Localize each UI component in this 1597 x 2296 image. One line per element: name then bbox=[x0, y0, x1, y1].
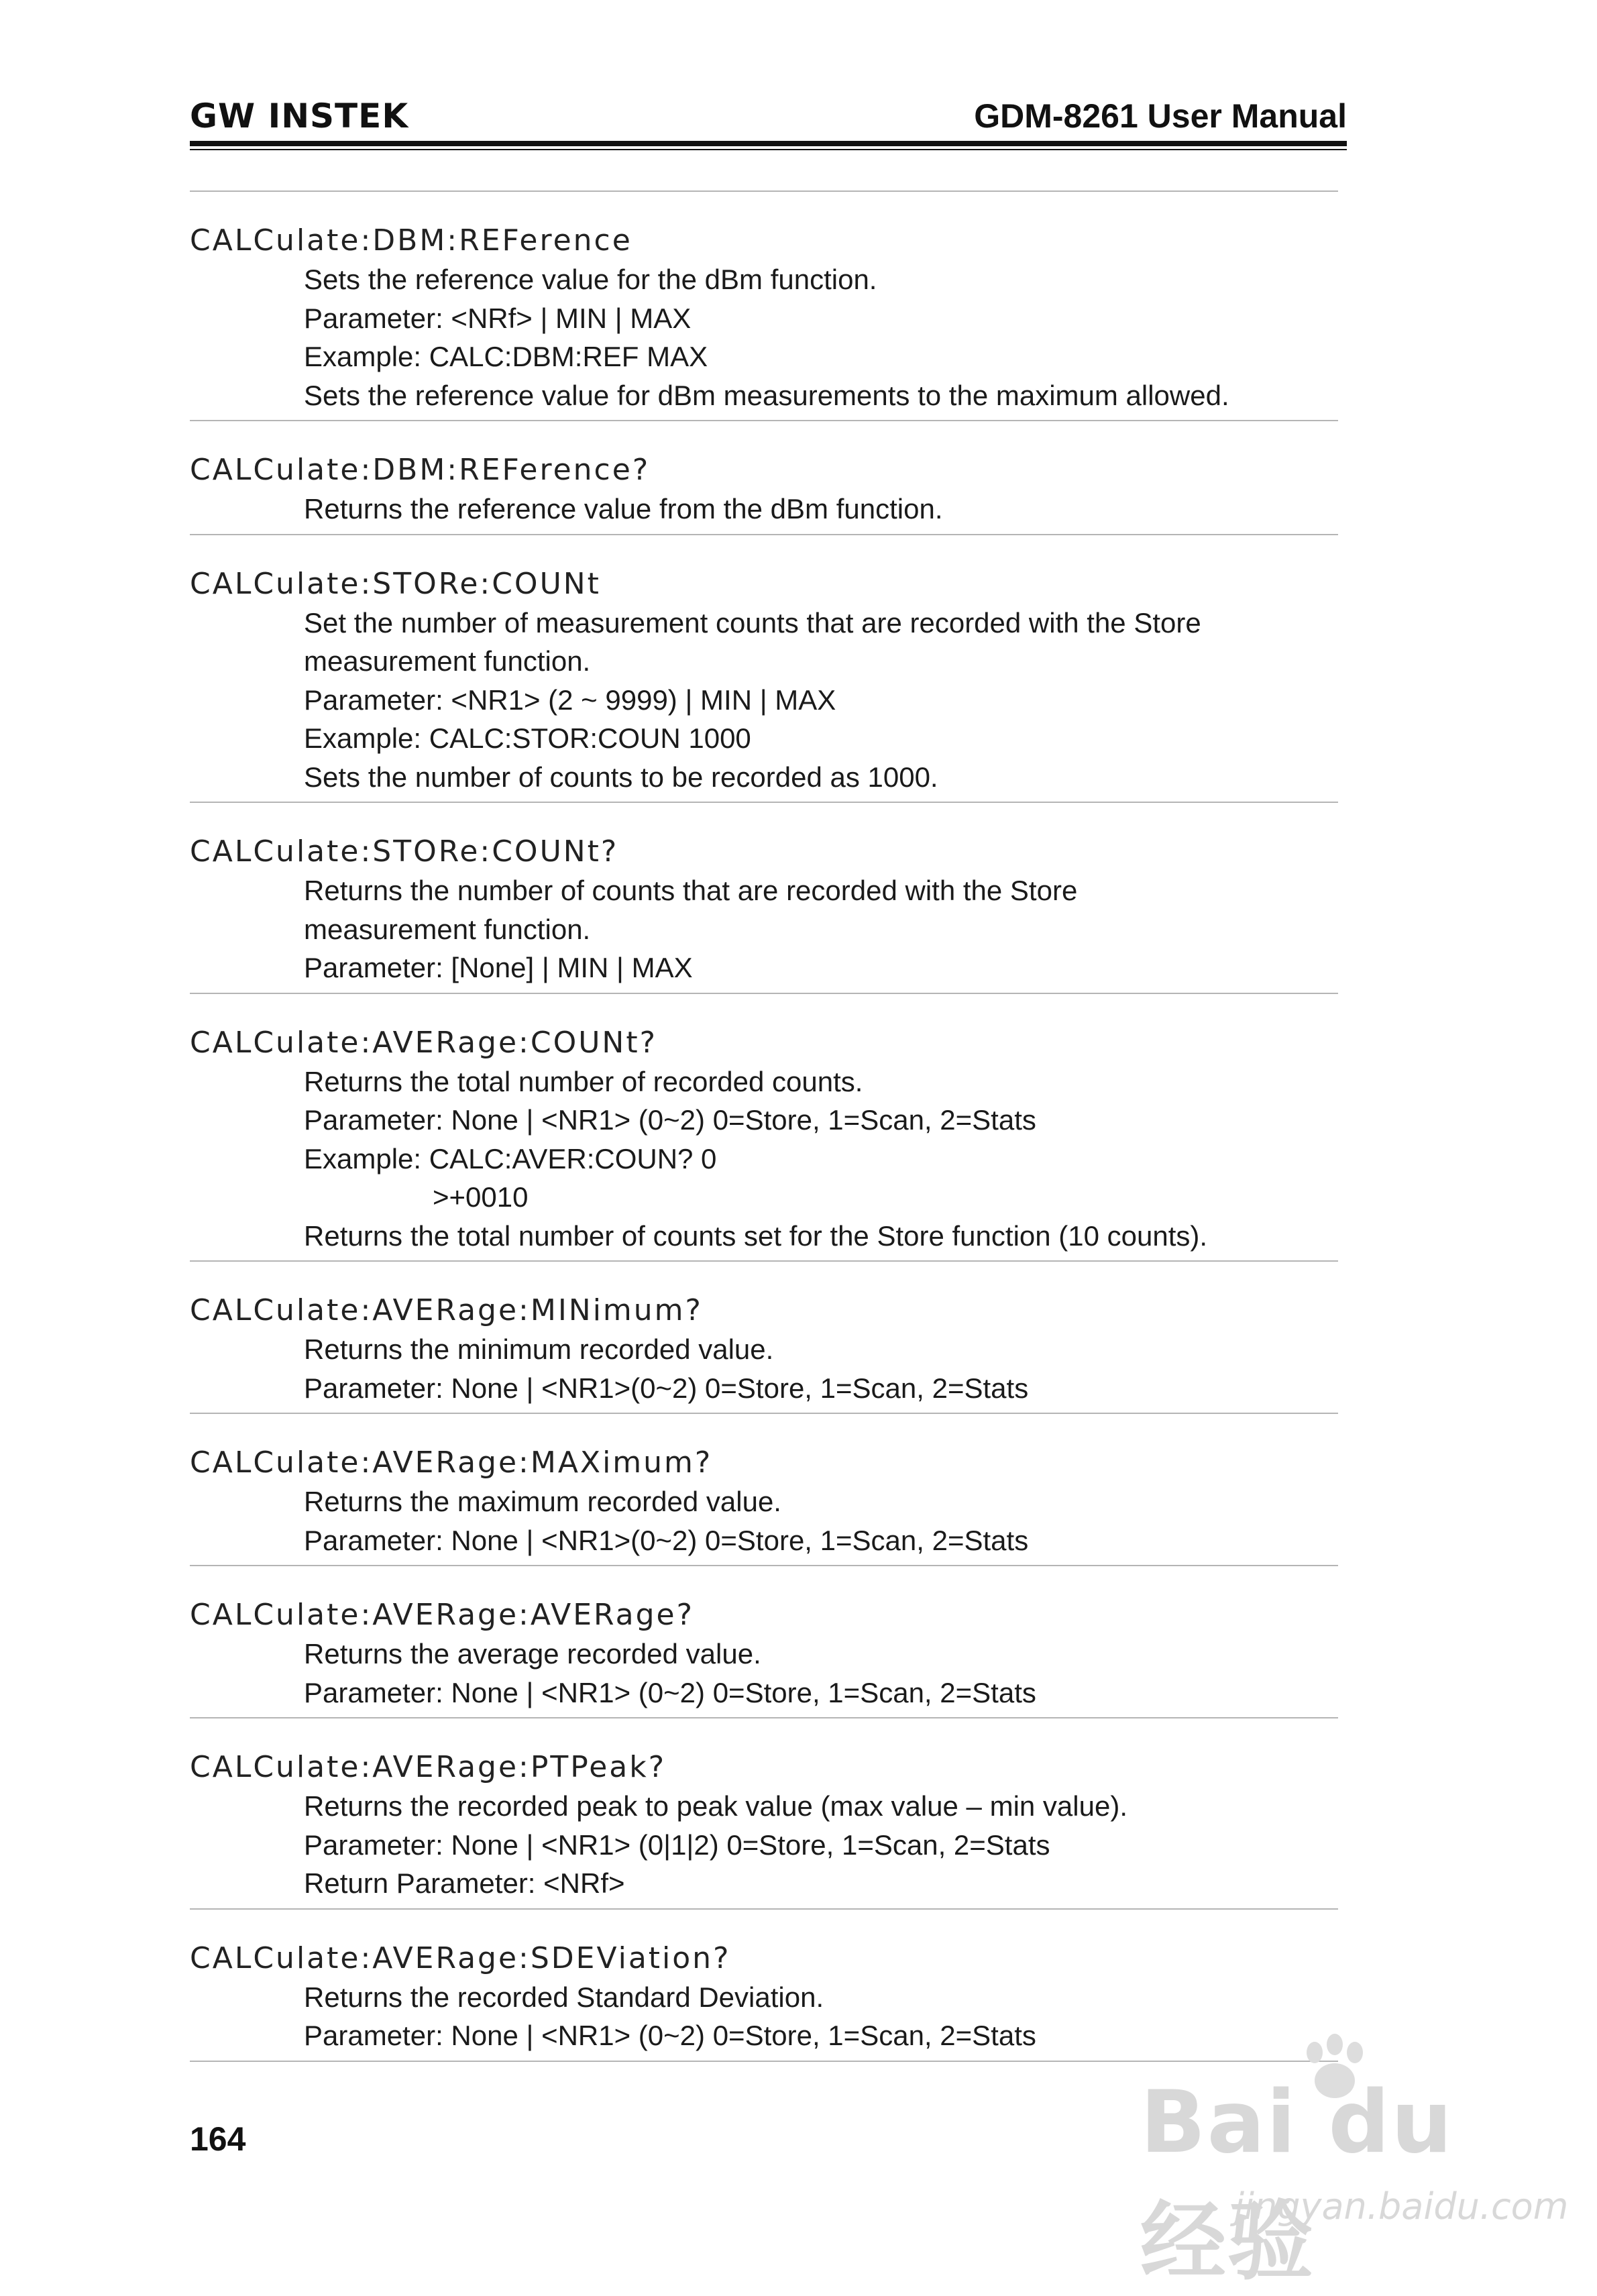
command-description-line: Example: CALC:AVER:COUN? 0 bbox=[304, 1142, 717, 1174]
command-entry bbox=[190, 221, 1338, 421]
command-description-line: Parameter: None | <NR1>(0~2) 0=Store, 1=Scan, 2=Stats bbox=[304, 1524, 1029, 1556]
watermark bbox=[1134, 2032, 1569, 2292]
command-title: CALCulate:AVERage:SDEViation? bbox=[190, 1940, 731, 1975]
header-rule-thin bbox=[190, 149, 1347, 150]
page-number: 164 bbox=[190, 2120, 246, 2158]
command-description-line: Parameter: None | <NR1> (0~2) 0=Store, 1=Scan, 2=Stats bbox=[304, 1104, 1036, 1136]
command-description-line: Parameter: None | <NR1>(0~2) 0=Store, 1=Scan, 2=Stats bbox=[304, 1372, 1029, 1404]
command-description-line: Returns the total number of counts set for the Store function (10 counts). bbox=[304, 1219, 1208, 1252]
company-logo bbox=[190, 97, 408, 135]
logo-text: GW INSTEK bbox=[190, 97, 409, 135]
command-entry bbox=[190, 565, 1338, 804]
command-title: CALCulate:STORe:COUNt? bbox=[190, 834, 619, 869]
command-description-line: measurement function. bbox=[304, 913, 591, 945]
command-description-line: Returns the recorded peak to peak value (max value – min value). bbox=[304, 1790, 1127, 1822]
command-description-line: Returns the total number of recorded counts. bbox=[304, 1065, 863, 1097]
command-title: CALCulate:DBM:REFerence bbox=[190, 223, 632, 258]
command-description-line: Parameter: <NRf> | MIN | MAX bbox=[304, 302, 692, 334]
command-description-line: Return Parameter: <NRf> bbox=[304, 1867, 625, 1899]
command-entry bbox=[190, 832, 1338, 994]
command-description-line: Parameter: None | <NR1> (0|1|2) 0=Store, 1=Scan, 2=Stats bbox=[304, 1828, 1050, 1861]
command-title: CALCulate:DBM:REFerence? bbox=[190, 453, 651, 487]
command-title: CALCulate:AVERage:MINimum? bbox=[190, 1293, 703, 1327]
command-title: CALCulate:AVERage:MAXimum? bbox=[190, 1445, 713, 1480]
command-description-line: Example: CALC:STOR:COUN 1000 bbox=[304, 722, 751, 754]
command-list bbox=[190, 190, 1338, 2091]
command-description-line: Sets the number of counts to be recorded as 1000. bbox=[304, 761, 938, 793]
command-description-line: Sets the reference value for dBm measurements to the maximum allowed. bbox=[304, 379, 1229, 411]
command-description-line: Returns the minimum recorded value. bbox=[304, 1333, 774, 1365]
watermark-brand: Bai du 经验 bbox=[1140, 2073, 1454, 2292]
command-title: CALCulate:AVERage:AVERage? bbox=[190, 1598, 694, 1632]
section-divider bbox=[190, 190, 1338, 192]
header-rule bbox=[190, 141, 1347, 146]
command-description-line: Parameter: <NR1> (2 ~ 9999) | MIN | MAX bbox=[304, 684, 836, 716]
command-description-line: Set the number of measurement counts that are recorded with the Store bbox=[304, 606, 1201, 639]
command-entry bbox=[190, 1443, 1338, 1566]
command-title: CALCulate:STORe:COUNt bbox=[190, 566, 601, 601]
command-entry bbox=[190, 1024, 1338, 1262]
command-entry bbox=[190, 1596, 1338, 1718]
command-description-line: Parameter: None | <NR1> (0~2) 0=Store, 1=Scan, 2=Stats bbox=[304, 1676, 1036, 1708]
command-title: CALCulate:AVERage:PTPeak? bbox=[190, 1750, 667, 1784]
command-description-line: Returns the recorded Standard Deviation. bbox=[304, 1981, 824, 2013]
command-entry bbox=[190, 1748, 1338, 1910]
command-description-line: Returns the average recorded value. bbox=[304, 1638, 761, 1670]
command-description-line: >+0010 bbox=[433, 1181, 529, 1213]
command-description-line: Example: CALC:DBM:REF MAX bbox=[304, 341, 708, 372]
command-entry bbox=[190, 451, 1338, 535]
command-description-line: Parameter: [None] | MIN | MAX bbox=[304, 952, 693, 983]
manual-title: GDM-8261 User Manual bbox=[974, 97, 1347, 135]
command-description-line: Returns the reference value from the dBm function. bbox=[304, 493, 943, 525]
command-description-line: Parameter: None | <NR1> (0~2) 0=Store, 1=Scan, 2=Stats bbox=[304, 2020, 1036, 2051]
command-description-line: Returns the maximum recorded value. bbox=[304, 1486, 781, 1517]
watermark-url: jingyan.baidu.com bbox=[1234, 2185, 1569, 2228]
command-description-line: Returns the number of counts that are recorded with the Store bbox=[304, 875, 1078, 906]
command-entry bbox=[190, 1291, 1338, 1414]
command-title: CALCulate:AVERage:COUNt? bbox=[190, 1025, 657, 1060]
command-description-line: Sets the reference value for the dBm function. bbox=[304, 264, 877, 295]
command-description-line: measurement function. bbox=[304, 645, 591, 677]
